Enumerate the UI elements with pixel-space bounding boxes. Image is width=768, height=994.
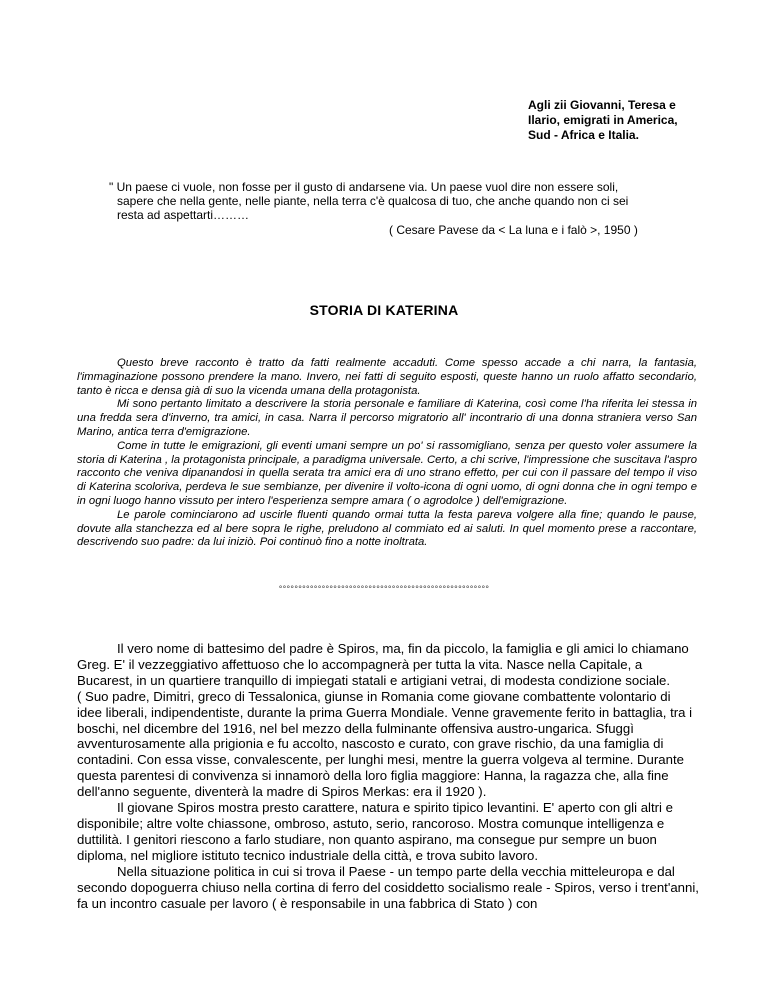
story-paragraph: ( Suo padre, Dimitri, greco di Tessalonica, giunse in Romania come giovane combattente volontario di idee liberali, indipendentiste, durante la prima Guerra Mondiale. Venne gravemente ferito in battaglia, tra i boschi, nel dicembre del 1916, nel bel mezzo della fulminante offensiva austro-ungarica. Sfuggì avventurosamente alla prigionia e fu accolto, nascosto e curato, con grave rischio, da una famiglia di contadini. Con essa visse, convalescente, per lunghi mesi, mentre la guerra volgeva al termine. Durante questa parentesi di convivenza si innamorò della loro figlia maggiore: Hanna, la ragazza che, alla fine dell'anno seguente, diventerà la madre di Spiros Merkas: era il 1920 ). bbox=[77, 688, 693, 800]
intro-section bbox=[77, 357, 697, 550]
epigraph bbox=[109, 180, 689, 237]
dedication-line: Sud - Africa e Italia. bbox=[528, 128, 639, 142]
story-paragraph: Nella situazione politica in cui si trova il Paese - un tempo parte della vecchia mitteleuropa e dal secondo dopoguerra chiuso nella cortina di ferro del cosiddetto socialismo reale - Spiros, verso i trent'anni, fa un incontro casuale per lavoro ( è responsabile in una fabbrica di Stato ) con bbox=[77, 863, 699, 911]
epigraph-line: " Un paese ci vuole, non fosse per il gusto di andarsene via. Un paese vuol dire non essere soli, bbox=[109, 180, 619, 194]
story-body bbox=[77, 641, 699, 911]
intro-paragraph: Mi sono pertanto limitato a descrivere la storia personale e familiare di Katerina, così come l'ha riferita lei stessa in una fredda sera d'inverno, tra amici, in casa. Narra il percorso migratorio all' incontrario di una donna straniera verso San Marino, antica terra d'emigrazione. bbox=[77, 398, 697, 438]
epigraph-line: resta ad aspettarti……… bbox=[117, 208, 250, 222]
epigraph-citation: ( Cesare Pavese da < La luna e i falò >, 1950 ) bbox=[389, 223, 638, 237]
intro-paragraph: Come in tutte le emigrazioni, gli eventi umani sempre un po' si rassomigliano, senza per questo voler assumere la storia di Katerina , la protagonista principale, a paradigma universale. Certo, a chi scrive, l'impressione che suscitava l'aspro racconto che veniva dipanandosi in quella serata tra amici era di uno strano effetto, per cui con il passare del tempo il viso di Katerina scoloriva, perdeva le sue sembianze, per divenire il volto-icona di ogni uomo, di ogni donna che in ogni tempo e in ogni luogo hanno vissuto per intero l'esperienza sempre amara ( o agrodolce ) dell'emigrazione. bbox=[77, 439, 697, 507]
section-separator: °°°°°°°°°°°°°°°°°°°°°°°°°°°°°°°°°°°°°°°°°°°°°°°°°°°°°° bbox=[278, 584, 490, 594]
intro-paragraph: Questo breve racconto è tratto da fatti realmente accaduti. Come spesso accade a chi narra, la fantasia, l'immaginazione possono prendere la mano. Invero, nei fatti di seguito esposti, queste hanno un ruolo affatto secondario, tanto è ricca e densa già di suo la vicenda umana della protagonista. bbox=[77, 357, 697, 397]
dedication bbox=[528, 98, 728, 143]
story-paragraph: Il giovane Spiros mostra presto carattere, natura e spirito tipico levantini. E' aperto con gli altri e disponibile; altre volte chiassone, ombroso, astuto, serio, rancoroso. Mostra comunque intelligenza e duttilità. I genitori riescono a farlo studiare, non quanto aspirano, ma consegue pur sempre un buon diploma, nel migliore istituto tecnico industriale della città, e trova subito lavoro. bbox=[77, 800, 673, 863]
intro-paragraph: Le parole cominciarono ad uscirle fluenti quando ormai tutta la festa pareva volgere alla fine; quando le pause, dovute alla stanchezza ed al bere sopra le righe, preludono al commiato ed ai saluti. In quel momento prese a raccontare, descrivendo suo padre: da lui iniziò. Poi continuò fino a notte inoltrata. bbox=[77, 508, 697, 549]
dedication-line: Agli zii Giovanni, Teresa e bbox=[528, 98, 676, 112]
epigraph-line: sapere che nella gente, nelle piante, nella terra c'è qualcosa di tuo, che anche quando non ci sei bbox=[117, 194, 629, 208]
story-title: STORIA DI KATERINA bbox=[309, 302, 459, 318]
story-paragraph: Il vero nome di battesimo del padre è Spiros, ma, fin da piccolo, la famiglia e gli amici lo chiamano Greg. E' il vezzeggiativo affettuoso che lo accompagnerà per tutta la vita. Nasce nella Capitale, a Bucarest, in un quartiere tranquillo di impiegati statali e artigiani vetrai, di modesta condizione sociale. bbox=[77, 641, 689, 688]
dedication-line: Ilario, emigrati in America, bbox=[528, 113, 678, 127]
